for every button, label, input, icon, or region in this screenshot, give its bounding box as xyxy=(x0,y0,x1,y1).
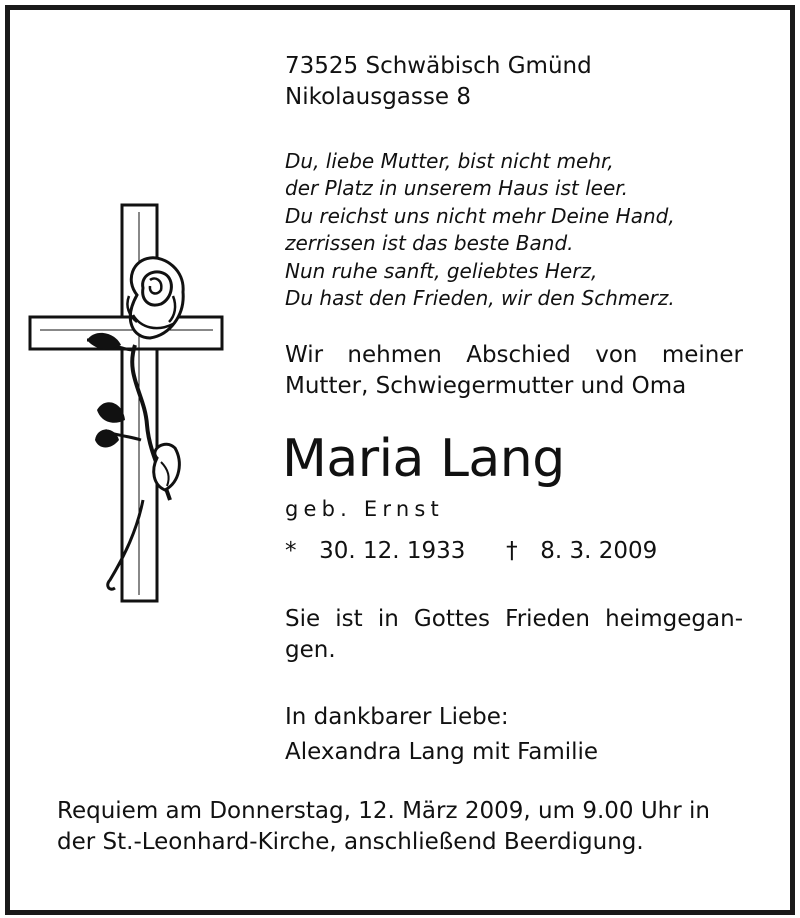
poem xyxy=(285,148,675,312)
address-street-line: Nikolausgasse 8 xyxy=(285,84,471,110)
requiem-line: Requiem am Donnerstag, 12. März 2009, um 9.00 Uhr in xyxy=(57,798,710,824)
farewell-line: Mutter, Schwiegermutter und Oma xyxy=(285,373,687,399)
maiden-name: geb. Ernst xyxy=(285,497,444,521)
cross-with-rose-icon xyxy=(25,200,225,610)
farewell-line: Wir nehmen Abschied von meiner xyxy=(285,342,743,368)
requiem-line: der St.-Leonhard-Kirche, anschließend Beerdigung. xyxy=(57,829,644,855)
signature-name: Alexandra Lang mit Familie xyxy=(285,739,599,765)
signature-intro: In dankbarer Liebe: xyxy=(285,704,509,730)
death-cross-icon: † xyxy=(506,538,518,564)
peace-text xyxy=(285,604,743,666)
poem-line: Nun ruhe sanft, geliebtes Herz, xyxy=(285,258,598,283)
poem-line: Du hast den Frieden, wir den Schmerz. xyxy=(285,286,675,311)
birth-date: 30. 12. 1933 xyxy=(319,538,466,564)
death-date: 8. 3. 2009 xyxy=(540,538,658,564)
deceased-name: Maria Lang xyxy=(282,429,565,489)
life-dates xyxy=(285,538,657,564)
farewell-text xyxy=(285,340,743,402)
peace-line: Sie ist in Gottes Frieden heimgegan- xyxy=(285,606,743,632)
poem-line: der Platz in unserem Haus ist leer. xyxy=(285,176,629,201)
peace-line: gen. xyxy=(285,637,336,663)
address-city-line: 73525 Schwäbisch Gmünd xyxy=(285,53,592,79)
poem-line: Du, liebe Mutter, bist nicht mehr, xyxy=(285,149,614,173)
birth-star-icon: * xyxy=(285,538,297,564)
poem-line: zerrissen ist das beste Band. xyxy=(285,231,574,256)
poem-line: Du reichst uns nicht mehr Deine Hand, xyxy=(285,203,675,228)
requiem-notice xyxy=(57,796,710,858)
